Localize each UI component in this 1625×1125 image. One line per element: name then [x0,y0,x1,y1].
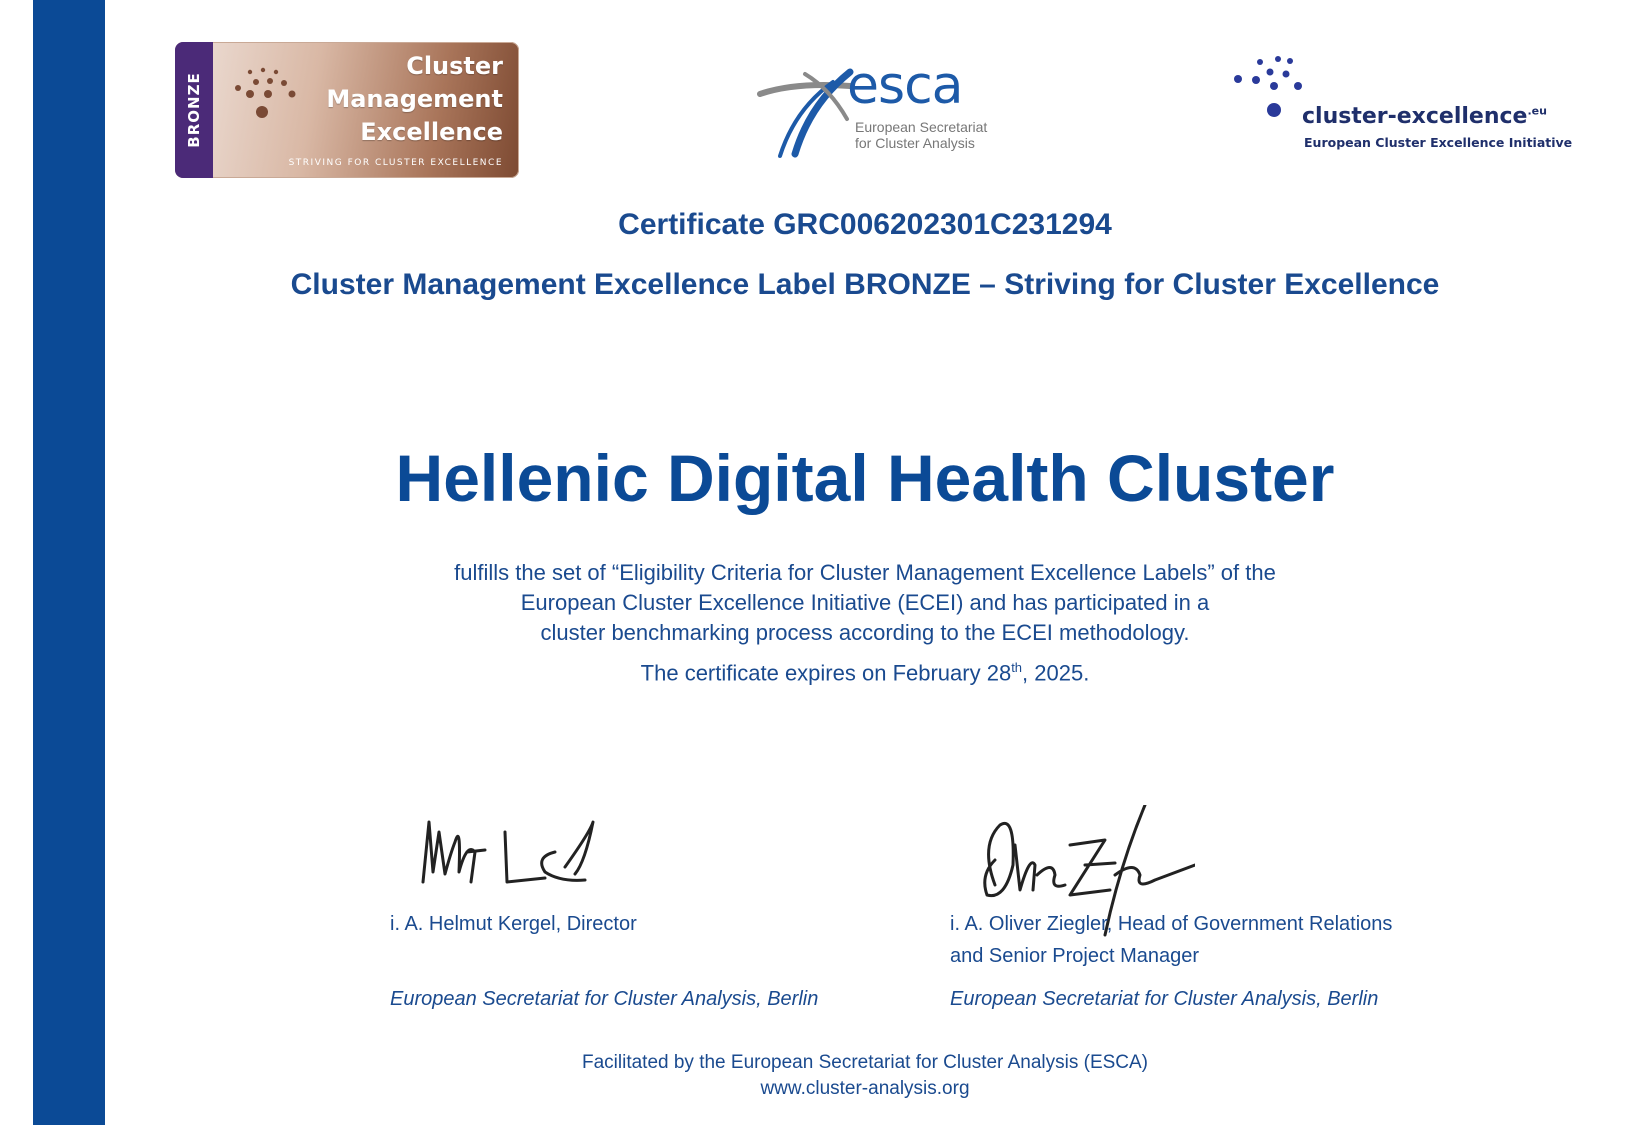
signer-2-name-line-1: i. A. Oliver Ziegler, Head of Government Relations [950,913,1393,935]
expiry-prefix: The certificate expires on February 28 [640,660,1012,686]
cluster-excellence-subtitle: European Cluster Excellence Initiative [1304,135,1573,150]
expiry-statement [105,660,1625,686]
signer-1-name [390,908,637,940]
ce-suffix: .eu [1527,104,1547,118]
esca-subtitle [855,119,987,151]
cluster-excellence-logo [1230,52,1573,162]
footer [105,1050,1625,1102]
cme-line-1: Cluster [406,52,503,80]
esca-sub-line-1: European Secretariat [855,119,988,135]
signer-1-organization: European Secretariat for Cluster Analysis, Berlin [390,988,819,1010]
certificate-number: Certificate GRC006202301C231294 [618,208,1112,241]
organization-name: Hellenic Digital Health Cluster [395,441,1335,515]
signer-2-organization: European Secretariat for Cluster Analysis, Berlin [950,988,1379,1010]
signer-1-name-line-1: i. A. Helmut Kergel, Director [390,913,637,935]
certificate-statement [105,558,1625,648]
expiry-ordinal: th [1011,660,1023,675]
bronze-strip [175,42,213,178]
cme-tagline: STRIVING FOR CLUSTER EXCELLENCE [288,158,503,168]
signer-2-name-line-2: and Senior Project Manager [950,945,1200,967]
label-title: Cluster Management Excellence Label BRONZE – Striving for Cluster Excellence [290,268,1440,301]
left-blue-bar [33,0,105,1125]
signature-helmut-kergel [415,812,605,892]
cme-line-2: Management [326,85,503,113]
esca-wordmark: esca [847,56,963,116]
statement-line-2: European Cluster Excellence Initiative (ECEI) and has participated in a [520,590,1210,615]
cme-logo-text [326,50,503,149]
cluster-excellence-wordmark [1302,104,1547,129]
cme-bronze-logo [175,42,519,178]
esca-logo [755,56,1005,164]
statement-line-1: fulfills the set of “Eligibility Criteria for Cluster Management Excellence Labels” of the [454,560,1276,585]
signer-2-name [950,908,1392,972]
expiry-suffix: , 2025. [1022,660,1090,686]
ce-word-text: cluster-excellence [1302,104,1528,129]
dots-icon [230,64,320,144]
cme-line-3: Excellence [360,118,503,146]
bronze-badge-text: BRONZE [185,72,203,148]
footer-website-link[interactable]: www.cluster-analysis.org [760,1078,970,1099]
footer-line-1: Facilitated by the European Secretariat for Cluster Analysis (ESCA) [581,1052,1149,1073]
esca-sub-line-2: for Cluster Analysis [855,135,975,151]
statement-line-3: cluster benchmarking process according to the ECEI methodology. [540,620,1190,645]
